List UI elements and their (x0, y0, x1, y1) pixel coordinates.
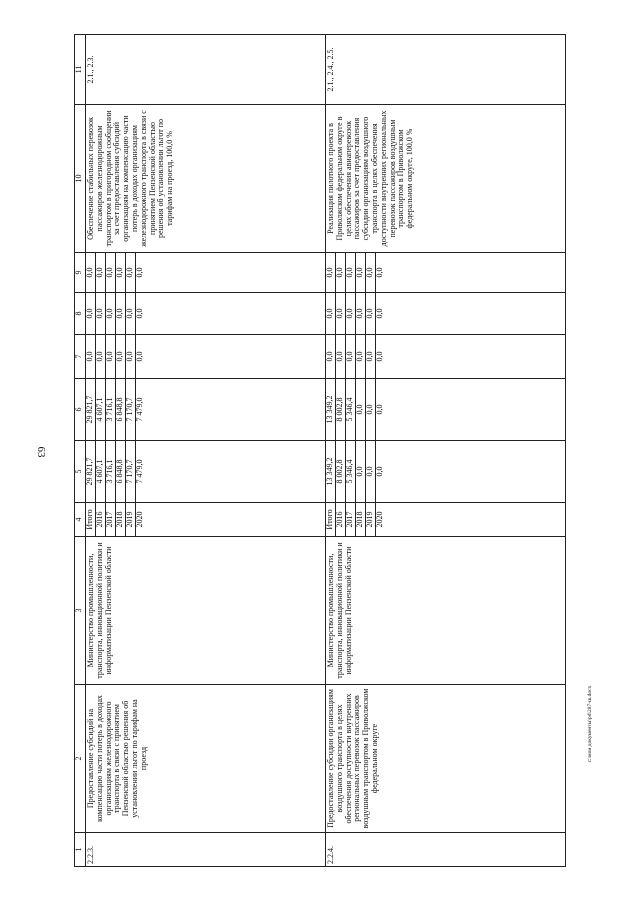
executor-name: Министерство промышленности, транспорта, инновационной политики и информатизации Пензенской области (326, 537, 566, 685)
amount-list-c8 (326, 293, 566, 335)
amount-value: 0,0 (356, 379, 366, 440)
amount-value: 0,0 (116, 335, 126, 378)
year-label: 2020 (375, 511, 385, 528)
amount-list-c9 (86, 253, 326, 293)
amount-value: 0,0 (135, 308, 145, 319)
indicator-text: Реализация пилотного проекта в Приволжском федеральном округе в целях обеспечения авиаперевозок пассажиров за счет предоставления субсидии организациям воздушного транспорта в целях обеспечения доступности внутренних региональных перевозок пассажиров воздушным транспортом в Приволжском федеральном округе, 100,0 % (326, 105, 566, 253)
amount-value: 0,0 (346, 335, 356, 378)
amount-value: 7 479,0 (135, 459, 145, 484)
amount-value: 0,0 (356, 441, 366, 502)
amount-list-c5 (86, 441, 326, 503)
amount-value: 3 716,1 (106, 441, 116, 502)
amount-value: 0,0 (366, 253, 376, 292)
amount-list-c6 (326, 379, 566, 441)
amount-value: 0,0 (326, 335, 336, 378)
amount-value: 4 607,1 (96, 441, 106, 502)
amount-value: 13 349,2 (326, 441, 336, 502)
year-label: 2018 (356, 503, 366, 536)
year-label: 2016 (336, 503, 346, 536)
amount-value: 5 346,4 (346, 441, 356, 502)
year-label: 2017 (106, 503, 116, 536)
amount-value: 0,0 (126, 253, 136, 292)
amount-value: 0,0 (96, 293, 106, 334)
amount-value: 0,0 (375, 267, 385, 278)
task-link: 2.1., 2.4., 2.5. (326, 35, 566, 105)
amount-value: 0,0 (126, 293, 136, 334)
amount-value: 8 002,8 (336, 379, 346, 440)
header-row (75, 35, 86, 867)
col-header: 10 (75, 105, 86, 253)
col-header: 3 (75, 537, 86, 685)
rotated-table-container (74, 35, 566, 867)
amount-value: 6 848,8 (116, 379, 126, 440)
amount-value: 0,0 (366, 441, 376, 502)
amount-value: 0,0 (86, 253, 96, 292)
program-measures-table (74, 34, 566, 867)
col-header: 6 (75, 379, 86, 441)
year-label: 2018 (116, 503, 126, 536)
amount-value: 0,0 (326, 293, 336, 334)
amount-value: 0,0 (106, 253, 116, 292)
executor-name: Министерство промышленности, транспорта, инновационной политики и информатизации Пензенской области (86, 537, 326, 685)
table-row (326, 35, 566, 867)
amount-value: 29 821,7 (86, 441, 96, 502)
amount-value: 0,0 (366, 293, 376, 334)
amount-value: 0,0 (96, 335, 106, 378)
amount-value: 7 479,0 (135, 397, 145, 422)
col-header: 8 (75, 293, 86, 335)
amount-value: 0,0 (135, 267, 145, 278)
amount-value: 0,0 (116, 293, 126, 334)
measure-name: Предоставление субсидий на компенсацию части потерь в доходах организациям железнодорожного транспорта в связи с принятием Пензенской областью решения об установлении льгот по тарифам на проезд (86, 685, 326, 833)
page-number: 63 (35, 446, 47, 458)
year-label: 2019 (366, 503, 376, 536)
amount-value: 0,0 (346, 293, 356, 334)
amount-list-c8 (86, 293, 326, 335)
amount-value: 0,0 (116, 253, 126, 292)
amount-list-c7 (86, 335, 326, 379)
col-header: 4 (75, 503, 86, 537)
row-number: 2.2.3. (86, 833, 326, 867)
amount-value: 29 821,7 (86, 379, 96, 440)
table-row (86, 35, 326, 867)
col-header: 2 (75, 685, 86, 833)
year-label: Итого (326, 503, 336, 536)
amount-value: 13 349,2 (326, 379, 336, 440)
amount-value: 7 170,7 (126, 379, 136, 440)
amount-value: 6 848,8 (116, 441, 126, 502)
amount-list-c9 (326, 253, 566, 293)
amount-list-c5 (326, 441, 566, 503)
amount-value: 0,0 (106, 335, 116, 378)
amount-value: 0,0 (106, 293, 116, 334)
amount-value: 3 716,1 (106, 379, 116, 440)
amount-value: 0,0 (356, 253, 366, 292)
amount-value: 0,0 (336, 335, 346, 378)
amount-value: 8 002,8 (336, 441, 346, 502)
amount-value: 0,0 (375, 308, 385, 319)
year-label: 2020 (135, 511, 145, 528)
col-header: 7 (75, 335, 86, 379)
amount-value: 0,0 (86, 335, 96, 378)
amount-list-c7 (326, 335, 566, 379)
amount-list-c6 (86, 379, 326, 441)
amount-value: 0,0 (356, 335, 366, 378)
amount-value: 0,0 (375, 351, 385, 362)
amount-value: 0,0 (336, 293, 346, 334)
col-header: 11 (75, 35, 86, 105)
amount-value: 0,0 (135, 351, 145, 362)
year-label: 2017 (346, 503, 356, 536)
amount-value: 0,0 (375, 404, 385, 415)
amount-value: 0,0 (96, 253, 106, 292)
amount-value: 0,0 (346, 253, 356, 292)
footer-file-path: c:\мои документы\pd\287-ш.docx (587, 685, 593, 763)
row-number: 2.2.4. (326, 833, 566, 867)
amount-value: 4 607,1 (96, 379, 106, 440)
amount-value: 0,0 (375, 466, 385, 477)
amount-value: 0,0 (126, 335, 136, 378)
task-link: 2.1., 2.3. (86, 35, 326, 105)
amount-value: 0,0 (326, 253, 336, 292)
measure-name: Предоставление субсидии организациям воздушного транспорта в целях обеспечения доступности внутренних региональных перевозок пассажиров воздушным транспортом в Приволжском федеральном округе (326, 685, 566, 833)
year-label: Итого (86, 503, 96, 536)
amount-value: 0,0 (366, 379, 376, 440)
year-list (86, 503, 326, 537)
amount-value: 0,0 (86, 293, 96, 334)
col-header: 5 (75, 441, 86, 503)
amount-value: 0,0 (366, 335, 376, 378)
amount-value: 5 346,4 (346, 379, 356, 440)
amount-value: 0,0 (356, 293, 366, 334)
col-header: 1 (75, 833, 86, 867)
amount-value: 7 170,7 (126, 441, 136, 502)
year-list (326, 503, 566, 537)
amount-value: 0,0 (336, 253, 346, 292)
indicator-text: Обеспечение стабильных перевозок пассажиров железнодорожным транспортом в пригородном сообщении за счет предоставления субсидий организациям на компенсацию части потерь в доходах организациям железнодорожного транспорта в связи с принятием Пензенской областью решения об установлении льгот по тарифам на проезд, 100,0 % (86, 105, 326, 253)
year-label: 2019 (126, 503, 136, 536)
year-label: 2016 (96, 503, 106, 536)
col-header: 9 (75, 253, 86, 293)
